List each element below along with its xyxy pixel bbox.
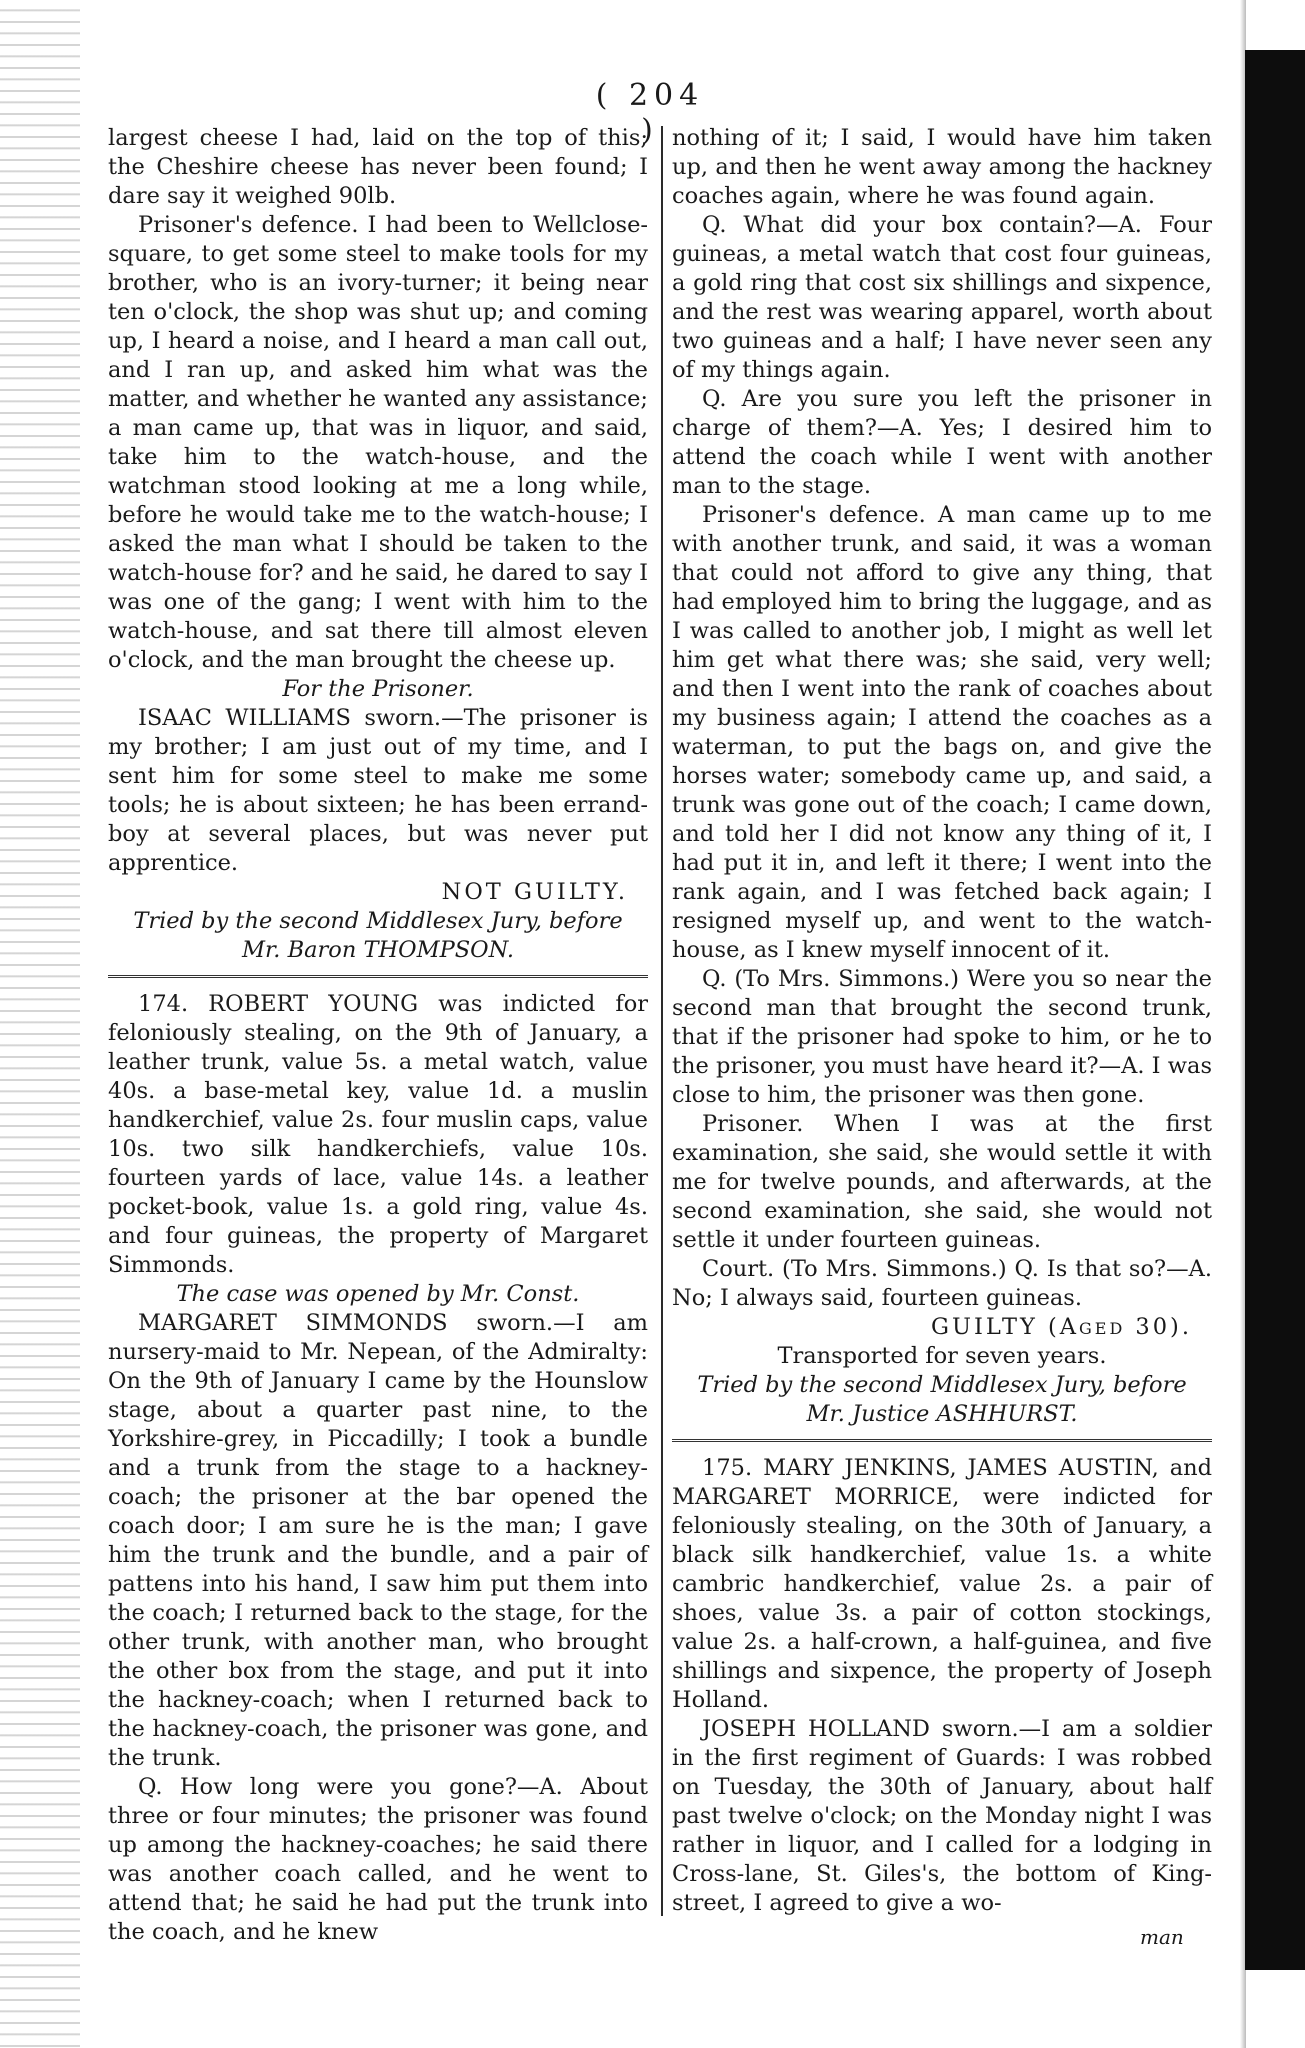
paragraph: Prisoner's defence. A man came up to me with another trunk, and said, it was a woman that could not afford to give any thing, that had employed him to bring the luggage, and as I was called to another job, I might as well let him get what there was; she said, very well; and then I went into the rank of coaches about my business again; I attend the coaches as a waterman, to put the bags on, and give the horses water; somebody came up, and said, a trunk was gone out of the coach; I came down, and told her I did not know any thing of it, I had put it in, and left it there; I went into the rank again, and I was fetched back again; I resigned myself up, and went to the watch-house, as I knew myself innocent of it.: [672, 502, 1212, 963]
page-number: ( 204 ): [595, 78, 705, 148]
left-column: [108, 124, 648, 1947]
trial-judge: Mr. Justice ASHHURST.: [806, 1401, 1078, 1427]
paragraph: Q. (To Mrs. Simmons.) Were you so near the second man that brought the second trunk, that if the prisoner had spoke to him, or he to the prisoner, you must have heard it?—A. I was close to him, the prisoner was then gone.: [672, 966, 1212, 1108]
paragraph: nothing of it; I said, I would have him taken up, and then he went away among the hackney coaches again, where he was found again.: [672, 125, 1212, 209]
paragraph: Prisoner. When I was at the first examination, she said, she would settle it with me for twelve pounds, and afterwards, at the second examination, she said, she would not settle it under fourteen guineas.: [672, 1111, 1212, 1253]
verdict: NOT GUILTY.: [441, 879, 628, 905]
right-column: [672, 124, 1212, 1918]
trial-line: Tried by the second Middlesex Jury, before: [697, 1372, 1187, 1398]
divider: [672, 1439, 1212, 1442]
paragraph: Prisoner's defence. I had been to Wellclose-square, to get some steel to make tools for my brother, who is an ivory-turner; it being near ten o'clock, the shop was shut up; and coming up, I heard a noise, and I heard a man call out, and I ran up, and asked him what was the matter, and whether he wanted any assistance; a man came up, that was in liquor, and said, take him to the watch-house, and the watchman stood looking at me a long while, before he would take me to the watch-house; I asked the man what I should be taken to the watch-house for? and he said, he dared to say I was one of the gang; I went with him to the watch-house, and sat there till almost eleven o'clock, and the man brought the cheese up.: [108, 212, 648, 673]
trial-judge: Mr. Baron THOMPSON.: [241, 937, 515, 963]
paragraph: ISAAC WILLIAMS sworn.—The prisoner is my brother; I am just out of my time, and I sent him for some steel to make me some tools; he is about sixteen; he has been errand-boy at several places, but was never put apprentice.: [108, 705, 648, 876]
verdict: GUILTY (Aged 30).: [931, 1314, 1192, 1340]
paragraph: Court. (To Mrs. Simmons.) Q. Is that so?—A. No; I always said, fourteen guineas.: [672, 1256, 1212, 1311]
scan-left-edge: [0, 0, 80, 2048]
divider: [108, 975, 648, 978]
column-divider: [661, 126, 663, 1916]
scan-right-edge: [1245, 50, 1305, 1970]
trial-line: Tried by the second Middlesex Jury, before: [133, 908, 623, 934]
indictment-paragraph: 174. ROBERT YOUNG was indicted for feloniously stealing, on the 9th of January, a leather trunk, value 5s. a metal watch, value 40s. a base-metal key, value 1d. a muslin handkerchief, value 2s. four muslin caps, value 10s. two silk handkerchiefs, value 10s. fourteen yards of lace, value 14s. a leather pocket-book, value 1s. a gold ring, value 4s. and four guineas, the property of Margaret Simmonds.: [108, 991, 648, 1278]
sentence: Transported for seven years.: [777, 1343, 1107, 1369]
catch-word: man: [1140, 1925, 1184, 1949]
section-heading: For the Prisoner.: [282, 676, 474, 702]
paragraph: MARGARET SIMMONDS sworn.—I am nursery-maid to Mr. Nepean, of the Admiralty: On the 9th of January I came by the Hounslow stage, about a quarter past nine, to the Yorkshire-grey, in Piccadilly; I took a bundle and a trunk from the stage to a hackney-coach; the prisoner at the bar opened the coach door; I am sure he is the man; I gave him the trunk and the bundle, and a pair of pattens into his hand, I saw him put them into the coach; I returned back to the stage, for the other trunk, with another man, who brought the other box from the stage, and put it into the hackney-coach; when I returned back to the hackney-coach, the prisoner was gone, and the trunk.: [108, 1310, 648, 1771]
paragraph: largest cheese I had, laid on the top of this; the Cheshire cheese has never been found; I dare say it weighed 90lb.: [108, 125, 648, 209]
indictment-paragraph: 175. MARY JENKINS, JAMES AUSTIN, and MARGARET MORRICE, were indicted for feloniously stealing, on the 30th of January, a black silk handkerchief, value 1s. a white cambric handkerchief, value 2s. a pair of shoes, value 3s. a pair of cotton stockings, value 2s. a half-crown, a half-guinea, and five shillings and sixpence, the property of Joseph Holland.: [672, 1455, 1212, 1713]
paragraph: Q. How long were you gone?—A. About three or four minutes; the prisoner was found up among the hackney-coaches; he said there was another coach called, and he went to attend that; he said he had put the trunk into the coach, and he knew: [108, 1774, 648, 1945]
paragraph: JOSEPH HOLLAND sworn.—I am a soldier in the first regiment of Guards: I was robbed on Tuesday, the 30th of January, about half past twelve o'clock; on the Monday night I was rather in liquor, and I called for a lodging in Cross-lane, St. Giles's, the bottom of King-street, I agreed to give a wo-: [672, 1716, 1212, 1916]
paragraph: Q. Are you sure you left the prisoner in charge of them?—A. Yes; I desired him to attend the coach while I went with another man to the stage.: [672, 386, 1212, 499]
case-opened-note: The case was opened by Mr. Const.: [176, 1281, 580, 1307]
paragraph: Q. What did your box contain?—A. Four guineas, a metal watch that cost four guineas, a gold ring that cost six shillings and sixpence, and the rest was wearing apparel, worth about two guineas and a half; I have never seen any of my things again.: [672, 212, 1212, 383]
